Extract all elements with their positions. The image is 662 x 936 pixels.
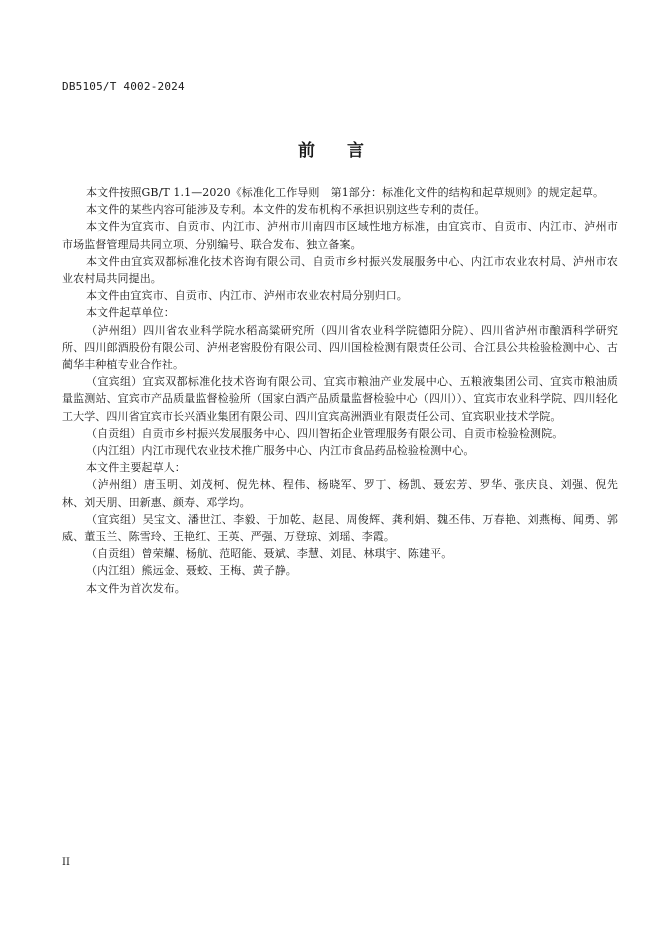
page-title: 前言	[298, 141, 396, 161]
paragraph-under-jurisdiction: 本文件由宜宾市、自贡市、内江市、泸州市农业农村局分别归口。	[86, 289, 408, 303]
paragraph-drafters-zigong: （自贡组）曾荣耀、杨航、范昭能、聂斌、李慧、刘昆、林琪宇、陈建平。	[86, 547, 453, 561]
paragraph-patent-notice: 本文件的某些内容可能涉及专利。本文件的发布机构不承担识别这些专利的责任。	[86, 203, 486, 217]
paragraph-proposed-by: 本文件由宜宾双都标准化技术咨询有限公司、自贡市乡村振兴发展服务中心、内江市农业农村局、泸州市农业农村局共同提出。	[62, 254, 618, 286]
paragraph-drafters-heading: 本文件主要起草人：	[86, 461, 186, 475]
paragraph-drafters-neijiang: （内江组）熊远金、聂蛟、王梅、黄子静。	[86, 564, 297, 578]
paragraph-first-release: 本文件为首次发布。	[86, 581, 186, 595]
paragraph-drafters-luzhou: （泸州组）唐玉明、刘茂柯、倪先林、程伟、杨晓军、罗丁、杨凯、聂宏芳、罗华、张庆良、刘强、倪先林、刘天朋、田新惠、颜寿、邓学均。	[62, 478, 618, 509]
paragraph-drafting-rules: 本文件按照GB/T 1.1—2020《标准化工作导则 第1部分：标准化文件的结构和起草规则》的规定起草。	[86, 186, 605, 199]
document-code: DB5105/T 4002-2024	[62, 80, 185, 93]
paragraph-units-zigong: （自贡组）自贡市乡村振兴发展服务中心、四川智拓企业管理服务有限公司、自贡市检验检测院。	[86, 426, 564, 440]
paragraph-drafters-yibin: （宜宾组）吴宝文、潘世江、李毅、于加乾、赵昆、周俊辉、龚利娟、魏丕伟、万春艳、刘燕梅、闻勇、郭威、董玉兰、陈雪玲、王艳红、王英、严强、万登琼、刘瑶、李霞。	[62, 512, 618, 544]
paragraph-regional-standard: 本文件为宜宾市、自贡市、内江市、泸州市川南四市区域性地方标准，由宜宾市、自贡市、内江市、泸州市市场监督管理局共同立项、分别编号、联合发布、独立备案。	[62, 220, 618, 251]
foreword-body	[62, 184, 618, 597]
page-number: II	[62, 857, 70, 868]
paragraph-units-neijiang: （内江组）内江市现代农业技术推广服务中心、内江市食品药品检验检测中心。	[86, 444, 475, 458]
paragraph-units-yibin: （宜宾组）宜宾双都标准化技术咨询有限公司、宜宾市粮油产业发展中心、五粮液集团公司、宜宾市粮油质量监测站、宜宾市产品质量监督检验所（国家白酒产品质量监督检验中心（四川））、宜宾市农业科学院、四川轻化工大学、四川省宜宾市长兴酒业集团有限公司、四川宜宾高洲酒业有限责任公司、宜宾职业技术学院。	[62, 375, 618, 423]
paragraph-drafting-units-heading: 本文件起草单位：	[86, 306, 175, 320]
paragraph-units-luzhou: （泸州组）四川省农业科学院水稻高粱研究所（四川省农业科学院德阳分院）、四川省泸州市酿酒科学研究所、四川郎酒股份有限公司、泸州老窖股份有限公司、四川国检检测有限责任公司、合江县公共检验检测中心、古蔺华丰种植专业合作社。	[62, 323, 618, 372]
